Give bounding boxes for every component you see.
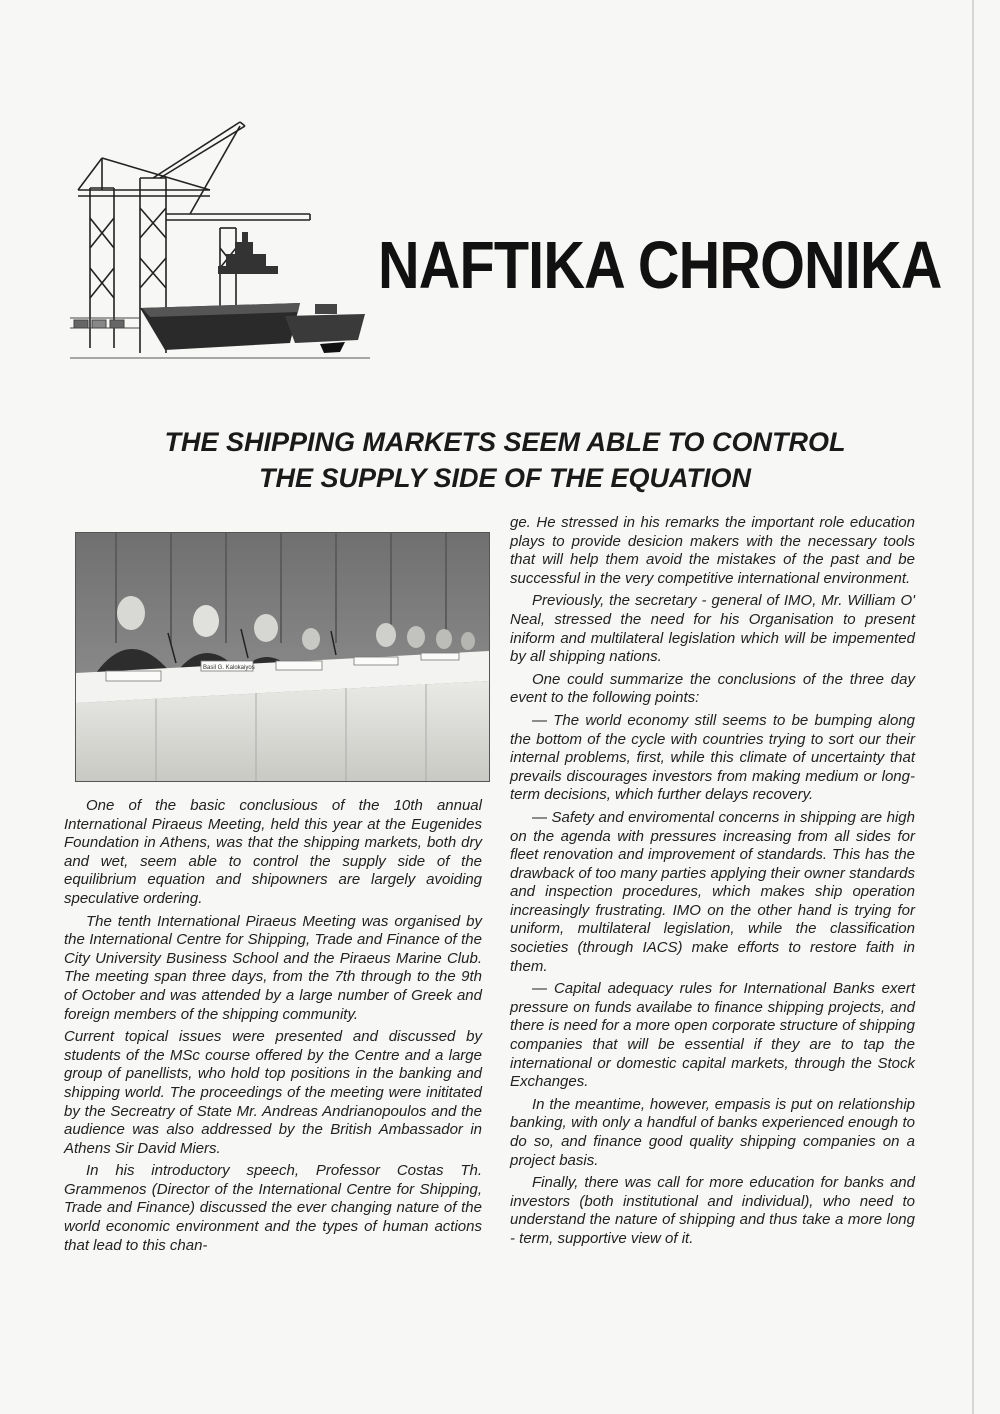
left-paragraph-2: The tenth International Piraeus Meeting was organised by the International Centre for Shipping, Trade and Finance of the City University Business School and the Piraeus Marine Club. The meeting span three days, from the 7th through to the 9th of October and was attended by a large number of Greek and foreign members of the shipping community. <box>64 912 482 1023</box>
left-paragraph-1: One of the basic conclusious of the 10th annual International Piraeus Meeting, held this year at the Eugenides Foundation in Athens, was that the shipping markets, both dry and wet, seem able to control the supply side of the equilibrium equation and shipowners are largely avoiding speculative ordering. <box>64 797 482 907</box>
nameplate-text: Basil G. Kalokaiyos <box>203 665 255 671</box>
left-paragraph-3: Current topical issues were presented and discussed by students of the MSc course offered by the Centre and a large group of panellists, who hold top positions in the banking and shipping world. The proceedings of the meeting were inititated by the Secreatry of State Mr. Andreas Andrianopoulos and the audience was also addressed by the British Ambassador in Athens Sir David Miers. <box>64 1028 482 1157</box>
left-paragraph-4: In his introductory speech, Professor Costas Th. Grammenos (Director of the International Centre for Shipping, Trade and Finance) discussed the ever changing nature of the world economic environment and the types of human actions that lead to this chan- <box>64 1162 482 1254</box>
headline-line-1: THE SHIPPING MARKETS SEEM ABLE TO CONTROL <box>164 427 846 457</box>
right-paragraph-8: Finally, there was call for more education for banks and investors (both institutional and individual), who need to understand the nature of shipping and thus take a more long - term, supportive view of it. <box>510 1174 915 1247</box>
right-paragraph-4: — The world economy still seems to be bumping along the bottom of the cycle with countries trying to sort our their internal problems, first, while this climate of uncertainty that prevails discourages investors from making medium or long-term decisions, which further delays recovery. <box>510 711 915 804</box>
article-headline <box>80 424 930 496</box>
headline-line-2: THE SUPPLY SIDE OF THE EQUATION <box>258 463 752 493</box>
right-paragraph-3: One could summarize the conclusions of the three day event to the following points: <box>510 670 915 707</box>
port-cranes-and-ships-illustration <box>70 118 370 368</box>
right-column-text <box>510 514 915 1253</box>
right-paragraph-5: — Safety and enviromental concerns in shipping are high on the agenda with pressures increasing from all sides for fleet renovation and improvement of standards. This has the drawback of too many parties applying their owner standards and inspection procedures, which makes ship operation increasingly frustrating. IMO on the other hand is trying for uniform, multilateral legislation, while the classification societies (through IACS) make efforts to restore faith in them. <box>510 808 915 975</box>
right-paragraph-7: In the meantime, however, empasis is put on relationship banking, with only a handful of banks experienced enough to do so, and finance good quality shipping companies on a project basis. <box>510 1095 915 1169</box>
page-edge-line <box>972 0 974 1414</box>
masthead-title: NAFTIKA CHRONIKA <box>378 228 942 303</box>
right-paragraph-1: ge. He stressed in his remarks the important role education plays to provide desicion makers with the necessary tools that will help them avoid the mistakes of the past and be successful in the very competitive international environment. <box>510 514 915 587</box>
right-paragraph-6: — Capital adequacy rules for International Banks exert pressure on funds availabe to finance shipping projects, and there is need for a more open corporate structure of shipping companies that will be essential if they are to tap the international or domestic capital markets, through the Stock Exchanges. <box>510 980 915 1091</box>
panel-meeting-photo <box>75 532 490 782</box>
right-paragraph-2: Previously, the secretary - general of IMO, Mr. William O' Neal, stressed the need for his Organisation to present iniform and multilateral legislation which will be impemented by all shipping nations. <box>510 592 915 666</box>
left-column-text <box>64 797 482 1259</box>
